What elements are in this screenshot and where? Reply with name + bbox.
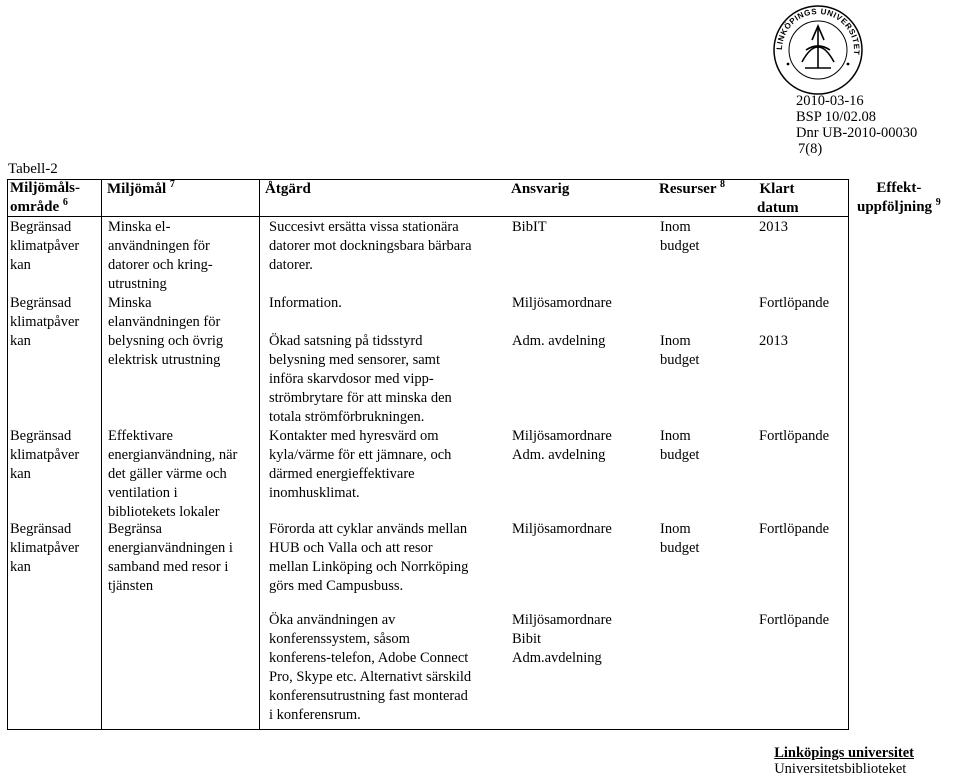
action-cell-5: Förorda att cyklar används mellan HUB och Valla och att resor mellan Linköping och Norrköping görs med Campusbuss. (269, 521, 469, 594)
action-cell-4: Kontakter med hyresvärd om kyla/värme för ett jämnare, och därmed energieffektivare inomhusklimat. (269, 428, 452, 501)
row-divider (7, 216, 849, 217)
meta-ref: BSP 10/02.08 (796, 109, 877, 125)
meta-date: 2010-03-16 (796, 93, 864, 109)
header-responsible: Ansvarig (511, 181, 570, 197)
done-cell-2: Fortlöpande (759, 295, 830, 311)
header-area: Miljömåls- område $^6$ (10, 180, 80, 215)
footer-university: Linköpings universitet (774, 745, 914, 761)
action-cell-6: Öka användningen av konferenssystem, såsom konferens-telefon, Adobe Connect Pro, Skype etc. Alternativt särskild konferensutrustning fast monterad i konferensrum. (269, 612, 472, 723)
resources-cell-5: Inom budget (660, 521, 700, 556)
responsible-cell-5: Miljösamordnare (512, 521, 612, 537)
responsible-cell-2: Miljösamordnare (512, 295, 612, 311)
done-cell-1: 2013 (759, 219, 788, 235)
done-cell-3: 2013 (759, 333, 788, 349)
table-border (7, 179, 8, 730)
area-cell-3: Begränsad klimatpåver kan (10, 428, 80, 482)
seal-text: LINKÖPINGS UNIVERSITET (774, 6, 862, 56)
done-cell-6: Fortlöpande (759, 612, 830, 628)
responsible-cell-4: Miljösamordnare Adm. avdelning (512, 428, 612, 463)
area-cell-4: Begränsad klimatpåver kan (10, 521, 80, 575)
table-label: Tabell-2 (8, 161, 58, 177)
area-cell-1: Begränsad klimatpåver kan (10, 219, 80, 273)
goal-cell-3: Effektivare energianvändning, när det gäller värme och ventilation i bibliotekets lokaler (108, 428, 238, 520)
resources-cell-4: Inom budget (660, 428, 700, 463)
column-divider (259, 179, 260, 730)
header-goal: Miljömål $^7$ (107, 179, 175, 197)
responsible-cell-6: Miljösamordnare Bibit Adm.avdelning (512, 612, 612, 666)
meta-dnr: Dnr UB-2010-00030 (796, 125, 918, 141)
footer-library: Universitetsbiblioteket (774, 761, 907, 777)
area-cell-2: Begränsad klimatpåver kan (10, 295, 80, 349)
goal-cell-4: Begränsa energianvändningen i samband med resor i tjänsten (108, 521, 233, 594)
environment-table (7, 179, 941, 730)
document-meta (796, 93, 917, 157)
header-action: Åtgärd (265, 181, 311, 197)
done-cell-5: Fortlöpande (759, 521, 830, 537)
meta-page: 7(8) (798, 141, 823, 157)
responsible-cell-1: BibIT (512, 219, 547, 235)
column-divider (101, 179, 102, 730)
footer (774, 745, 914, 777)
done-cell-4: Fortlöpande (759, 428, 830, 444)
table-border (848, 179, 849, 730)
action-cell-1: Succesivt ersätta vissa stationära datorer mot dockningsbara bärbara datorer. (269, 219, 472, 273)
header-followup: Effekt- uppföljning $^9$ (857, 180, 941, 215)
header-resources: Resurser $^8$ (659, 179, 725, 197)
responsible-cell-3: Adm. avdelning (512, 333, 606, 349)
action-cell-3: Ökad satsning på tidsstyrd belysning med sensorer, samt införa skarvdosor med vipp- strömbrytare för att minska den totala strömförbrukningen. (269, 333, 452, 425)
header-done: Klart datum (757, 181, 799, 216)
resources-cell-1: Inom budget (660, 219, 700, 254)
resources-cell-3: Inom budget (660, 333, 700, 368)
goal-cell-1: Minska el- användningen för datorer och kring- utrustning (108, 219, 213, 292)
university-seal-logo (772, 4, 864, 96)
action-cell-2: Information. (269, 295, 342, 311)
goal-cell-2: Minska elanvändningen för belysning och övrig elektrisk utrustning (108, 295, 224, 368)
row-divider (7, 729, 849, 730)
